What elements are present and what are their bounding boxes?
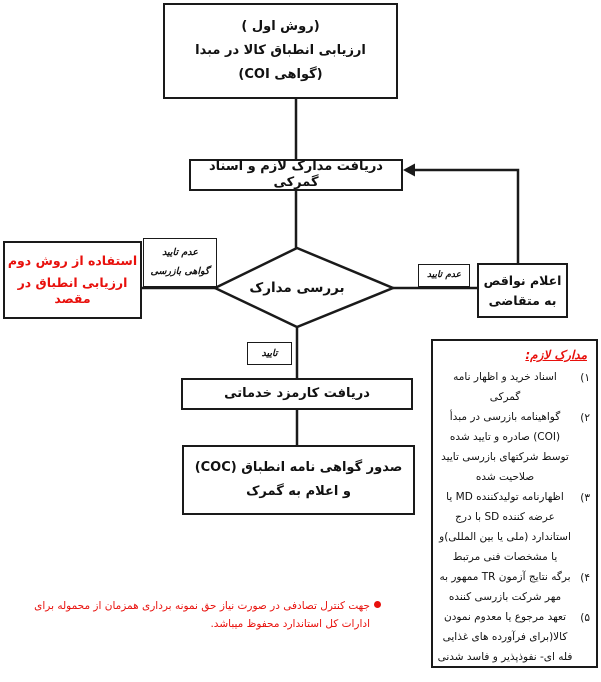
doc-item-2-text: گواهینامه بازرسی در مبدأ (COI) صادره و تایید شده توسط شرکتهای بازرسی تایید صلاحیت شده bbox=[441, 411, 569, 483]
doc-item-2-number: ۲) bbox=[580, 412, 590, 424]
start-box-line3: (گواهی COI) bbox=[238, 66, 323, 82]
doc-item-3-number: ۳) bbox=[580, 492, 590, 504]
decision-diamond-label: بررسی مدارک bbox=[249, 280, 345, 296]
doc-item-3 bbox=[437, 487, 590, 567]
footnote-text: جهت کنترل تصادفی در صورت نیاز حق نمونه برداری همزمان از محموله برای ادارات کل استاندارد محفوظ میباشد. bbox=[34, 600, 370, 630]
second-method-box bbox=[3, 241, 142, 319]
doc-item-4-text: برگه نتایج آزمون TR ممهور به مهر شرکت بازرسی کننده bbox=[439, 571, 571, 603]
issue-coc-line1: صدور گواهی نامه انطباق (COC) bbox=[194, 459, 403, 475]
announce-defects-line2: به متقاضی bbox=[488, 292, 557, 308]
doc-item-1-number: ۱) bbox=[580, 372, 590, 384]
reject-inspection-label bbox=[143, 238, 217, 287]
service-fee-box bbox=[181, 378, 413, 410]
second-method-line2: ارزیابی انطباق در مقصد bbox=[17, 275, 128, 306]
bullet-icon bbox=[374, 601, 381, 608]
doc-item-1-text: اسناد خرید و اظهار نامه گمرکی bbox=[453, 371, 557, 403]
connector-announce-to-receive bbox=[407, 170, 518, 264]
doc-item-3-text: اظهارنامه تولیدکننده MD یا عرضه کننده SD با درج استاندارد (ملی یا بین المللی)و یا مشخصات فنی مرتبط bbox=[439, 491, 571, 563]
doc-item-1 bbox=[437, 367, 590, 407]
issue-coc-box bbox=[182, 445, 415, 515]
issue-coc-line2: و اعلام به گمرک bbox=[246, 483, 351, 499]
required-docs-title: مدارک لازم: bbox=[525, 348, 587, 362]
doc-item-2 bbox=[437, 407, 590, 487]
start-box-line1: (روش اول ) bbox=[241, 18, 320, 34]
arrowhead-left-icon bbox=[403, 164, 415, 177]
start-box bbox=[163, 3, 398, 99]
announce-defects-box bbox=[477, 263, 568, 318]
second-method-line1: استفاده از روش دوم bbox=[7, 253, 138, 269]
doc-item-5-number: ۵) bbox=[580, 612, 590, 624]
reject-inspection-line2: گواهی بازرسی bbox=[150, 266, 210, 278]
reject-inspection-line1: عدم تایید bbox=[162, 247, 198, 259]
doc-item-4 bbox=[437, 567, 590, 607]
announce-defects-line1: اعلام نواقص bbox=[483, 272, 562, 288]
reject-label: عدم تایید bbox=[418, 264, 470, 287]
doc-item-5-text: تعهد مرجوع یا معدوم نمودن کالا(برای فرآورده های غذایی فله ای- نفوذپذیر و فاسد شدنی bbox=[437, 611, 573, 663]
doc-item-4-number: ۴) bbox=[580, 572, 590, 584]
service-fee-label: دریافت کارمزد خدماتی bbox=[224, 385, 370, 401]
doc-item-5 bbox=[437, 607, 590, 667]
approve-label: تایید bbox=[247, 342, 292, 365]
start-box-line2: ارزیابی انطباق کالا در مبدا bbox=[195, 42, 366, 58]
receive-docs-label: دریافت مدارک لازم و اسناد گمرکی bbox=[209, 158, 383, 190]
required-docs-panel bbox=[431, 339, 598, 668]
receive-docs-box bbox=[189, 159, 403, 191]
